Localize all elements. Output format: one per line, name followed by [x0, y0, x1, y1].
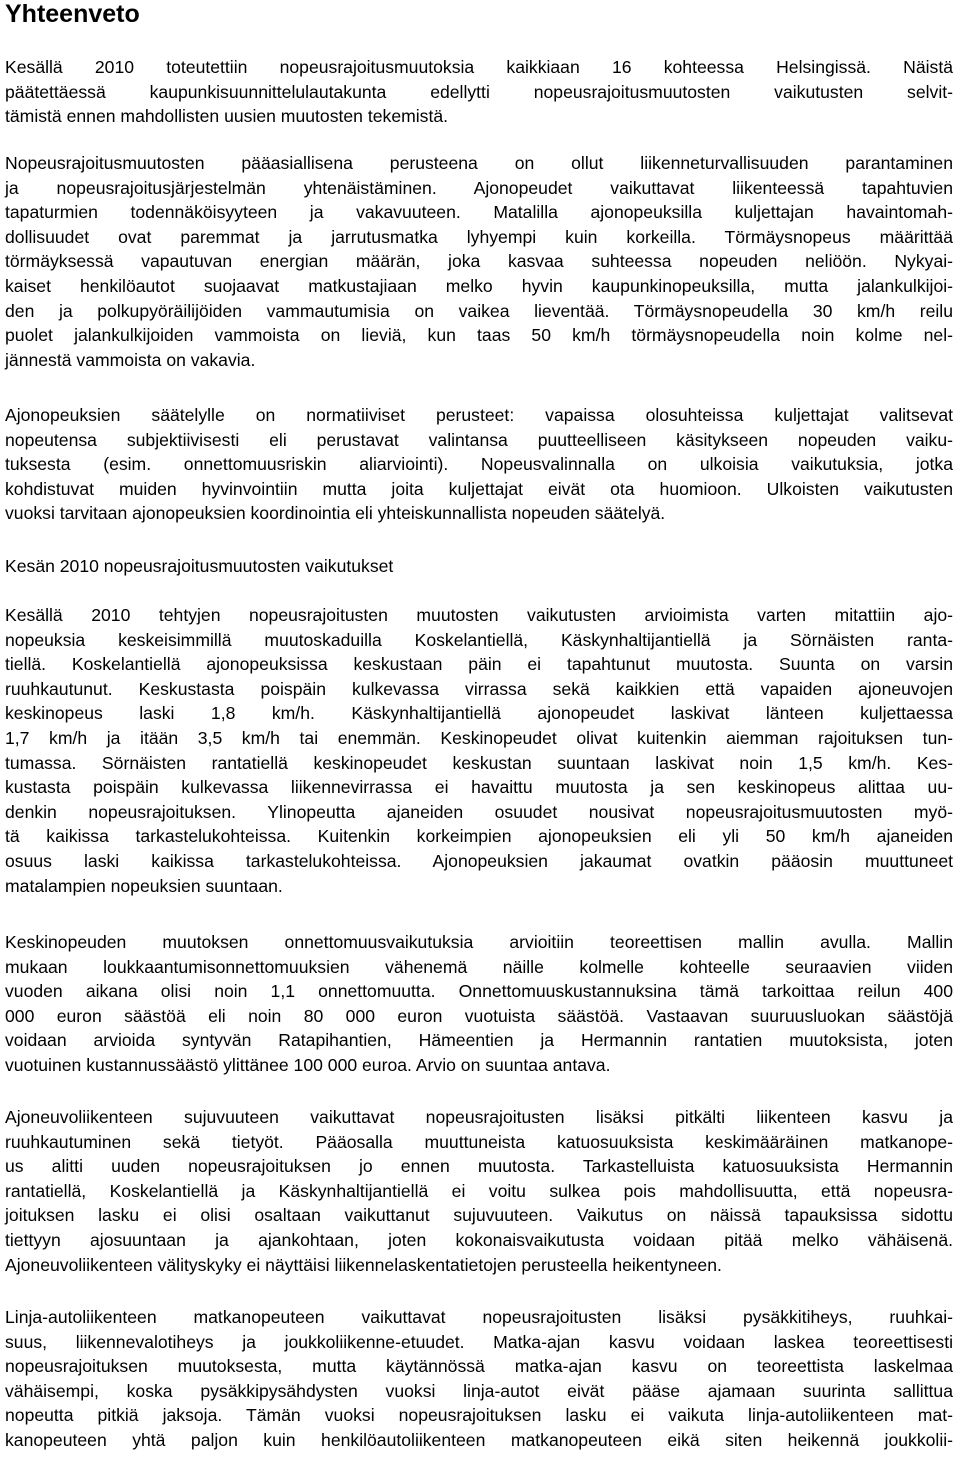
text-line: keskinopeus laski 1,8 km/h. Käskynhaltijantiellä ajonopeudet laskivat länteen kuljettaessa — [5, 703, 953, 724]
text-line: Kesällä 2010 tehtyjen nopeusrajoitusten muutosten vaikutusten arvioimista varten mitattiin ajo- — [5, 605, 953, 625]
text-line: kustasta poispäin kulkevassa liikennevirrassa ei havaittu muutosta ja sen keskinopeus alittaa uu- — [5, 777, 953, 798]
paragraph-3 — [5, 403, 953, 526]
text-line: osuus laski kaikissa tarkastelukohteissa. Ajonopeuksien jakaumat ovatkin pääosin muuttuneet — [5, 850, 953, 871]
text-line: puolet jalankulkijoiden vammoista on lieviä, kun taas 50 km/h törmäysnopeudella noin kolme nel- — [5, 325, 953, 346]
text-line: vuotuinen kustannussäästö ylittänee 100 000 euroa. Arvio on suuntaa antava. — [5, 1054, 611, 1075]
text-line: den ja polkupyöräilijöiden vammautumisia on vaikea lieventää. Törmäysnopeudella 30 km/h reilu — [5, 300, 953, 321]
text-line: voidaan arvioida syntyvän Ratapihantien, Hämeentien ja Hermannin rantatien muutoksista, joten — [5, 1030, 953, 1051]
text-line: Nopeusrajoitusmuutosten pääasiallisena perusteena on ollut liikenneturvallisuuden parantaminen — [5, 153, 953, 173]
text-line: Ajonopeuksien säätelylle on normatiiviset perusteet: vapaissa olosuhteissa kuljettajat valitsevat — [5, 405, 953, 425]
text-line: matalampien nopeuksien suuntaan. — [5, 875, 283, 896]
text-line: ruuhkautunut. Keskustasta poispäin kulkevassa virrassa sekä kaikkien että vapaiden ajoneuvojen — [5, 678, 953, 699]
paragraph-7 — [5, 1305, 953, 1453]
text-line: suus, liikennevalotiheys ja joukkoliikenne-etuudet. Matka-ajan kasvu voidaan laskea teoreettisesti — [5, 1331, 953, 1352]
text-line: tiellä. Koskelantiellä ajonopeuksissa keskustaan päin ei tapahtunut muutosta. Suunta on varsin — [5, 654, 953, 675]
text-line: ruuhkautuminen sekä tietyöt. Pääosalla muuttuneista katuosuuksista keskimääräinen matkanope- — [5, 1131, 953, 1152]
page-title: Yhteenveto — [5, 0, 140, 28]
text-line: Ajoneuvoliikenteen sujuvuuteen vaikuttavat nopeusrajoitusten lisäksi pitkälti liikenteen kasvu ja — [5, 1107, 953, 1127]
text-line: tapaturmien todennäköisyyteen ja vakavuuteen. Matalilla ajonopeuksilla kuljettajan havaintomah- — [5, 202, 953, 223]
text-line: nopeutta pitkiä jaksoja. Tämän vuoksi nopeusrajoituksen lasku ei vaikuta linja-autoliikenteen mat- — [5, 1405, 953, 1426]
text-line: päätettäessä kaupunkisuunnittelulautakunta edellytti nopeusrajoitusmuutosten vaikutusten selvit- — [5, 81, 953, 102]
paragraph-2 — [5, 151, 953, 372]
text-line: törmäyksessä vapautuvan energian määrän, joka kasvaa suhteessa nopeuden neliöön. Nykyai- — [5, 251, 953, 272]
text-line: kaiset henkilöautot suojaavat matkustajiaan melko hyvin kaupunkinopeuksilla, mutta jalankulkijoi- — [5, 275, 953, 296]
text-line: joituksen lasku ei olisi osaltaan vaikuttanut sujuvuuteen. Vaikutus on näissä tapauksissa sidottu — [5, 1205, 953, 1226]
text-line: vähäisempi, koska pysäkkipysähdysten vuoksi linja-autot eivät pääse ajamaan suurinta sallittua — [5, 1380, 953, 1401]
text-line: vuoksi tarvitaan ajonopeuksien koordinointia eli yhteiskunnallista nopeuden säätelyä. — [5, 503, 666, 524]
text-line: jännestä vammoista on vakavia. — [5, 349, 256, 370]
paragraph-6 — [5, 1105, 953, 1277]
paragraph-4 — [5, 603, 953, 898]
section-subheading: Kesän 2010 nopeusrajoitusmuutosten vaikutukset — [5, 556, 394, 576]
text-line: kanopeuteen yhtä paljon kuin henkilöautoliikenteen matkanopeuteen eikä siten heikennä joukkolii- — [5, 1429, 953, 1450]
paragraph-1 — [5, 55, 953, 129]
text-line: 1,7 km/h ja itään 3,5 km/h tai enemmän. Keskinopeudet olivat kuitenkin aiemman rajoituksen tun- — [5, 727, 953, 748]
text-line: dollisuudet ovat paremmat ja jarrutusmatka lyhyempi kuin korkeilla. Törmäysnopeus määrittää — [5, 226, 953, 247]
text-line: rantatiellä, Koskelantiellä ja Käskynhaltijantiellä ei voitu sulkea pois mahdollisuutta, että nopeusra- — [5, 1180, 953, 1201]
text-line: tä kaikissa tarkastelukohteissa. Kuitenkin korkeimpien ajonopeuksien eli yli 50 km/h ajaneiden — [5, 826, 953, 847]
text-line: us alitti uuden nopeusrajoituksen jo ennen muutosta. Tarkastelluista katuosuuksista Hermannin — [5, 1156, 953, 1177]
text-line: Keskinopeuden muutoksen onnettomuusvaikutuksia arvioitiin teoreettisen mallin avulla. Mallin — [5, 932, 953, 952]
text-line: 000 euron säästöä eli noin 80 000 euron vuotuista säästöä. Vastaavan suuruusluokan säästöjä — [5, 1005, 953, 1026]
paragraph-5 — [5, 930, 953, 1078]
text-line: Kesällä 2010 toteutettiin nopeusrajoitusmuutoksia kaikkiaan 16 kohteessa Helsingissä. Näistä — [5, 57, 953, 77]
text-line: nopeutensa subjektiivisesti eli perustavat valintansa puutteelliseen käsitykseen nopeuden vaiku- — [5, 429, 953, 450]
text-line: tämistä ennen mahdollisten uusien muutosten tekemistä. — [5, 106, 449, 127]
text-line: ja nopeusrajoitusjärjestelmän yhtenäistäminen. Ajonopeudet vaikuttavat liikenteessä tapahtuvien — [5, 177, 953, 198]
section-subheading-block — [5, 554, 953, 579]
text-line: nopeuksia keskeisimmillä muutoskaduilla Koskelantiellä, Käskynhaltijantiellä ja Sörnäisten ranta- — [5, 629, 953, 650]
text-line: mukaan loukkaantumisonnettomuuksien vähenemä näille kolmelle kohteelle seuraavien viiden — [5, 956, 953, 977]
text-line: Ajoneuvoliikenteen välityskyky ei näyttäisi liikennelaskentatietojen perusteella heikentyneen. — [5, 1254, 722, 1275]
text-line: vuoden aikana olisi noin 1,1 onnettomuutta. Onnettomuuskustannuksina tämä tarkoittaa reilun 400 — [5, 981, 953, 1002]
text-line: tumassa. Sörnäisten rantatiellä keskinopeudet keskustan suuntaan laskivat noin 1,5 km/h. Kes- — [5, 752, 953, 773]
text-line: tuksesta (esim. onnettomuusriskin aliarviointi). Nopeusvalinnalla on ulkoisia vaikutuksia, jotka — [5, 454, 953, 475]
text-line: kohdistuvat muiden hyvinvointiin mutta joita kuljettajat eivät ota huomioon. Ulkoisten vaikutusten — [5, 478, 953, 499]
text-line: Linja-autoliikenteen matkanopeuteen vaikuttavat nopeusrajoitusten lisäksi pysäkkitiheys, ruuhkai- — [5, 1307, 953, 1327]
text-line: tiettyyn ajosuuntaan ja ajankohtaan, joten kokonaisvaikutusta voidaan pitää melko vähäisenä. — [5, 1229, 953, 1250]
text-line: denkin nopeusrajoituksen. Ylinopeutta ajaneiden osuudet nousivat nopeusrajoitusmuutosten myö- — [5, 801, 953, 822]
document-page — [5, 0, 953, 1450]
text-line: nopeusrajoituksen muutoksesta, mutta käytännössä matka-ajan kasvu on teoreettista laskelmaa — [5, 1356, 953, 1377]
